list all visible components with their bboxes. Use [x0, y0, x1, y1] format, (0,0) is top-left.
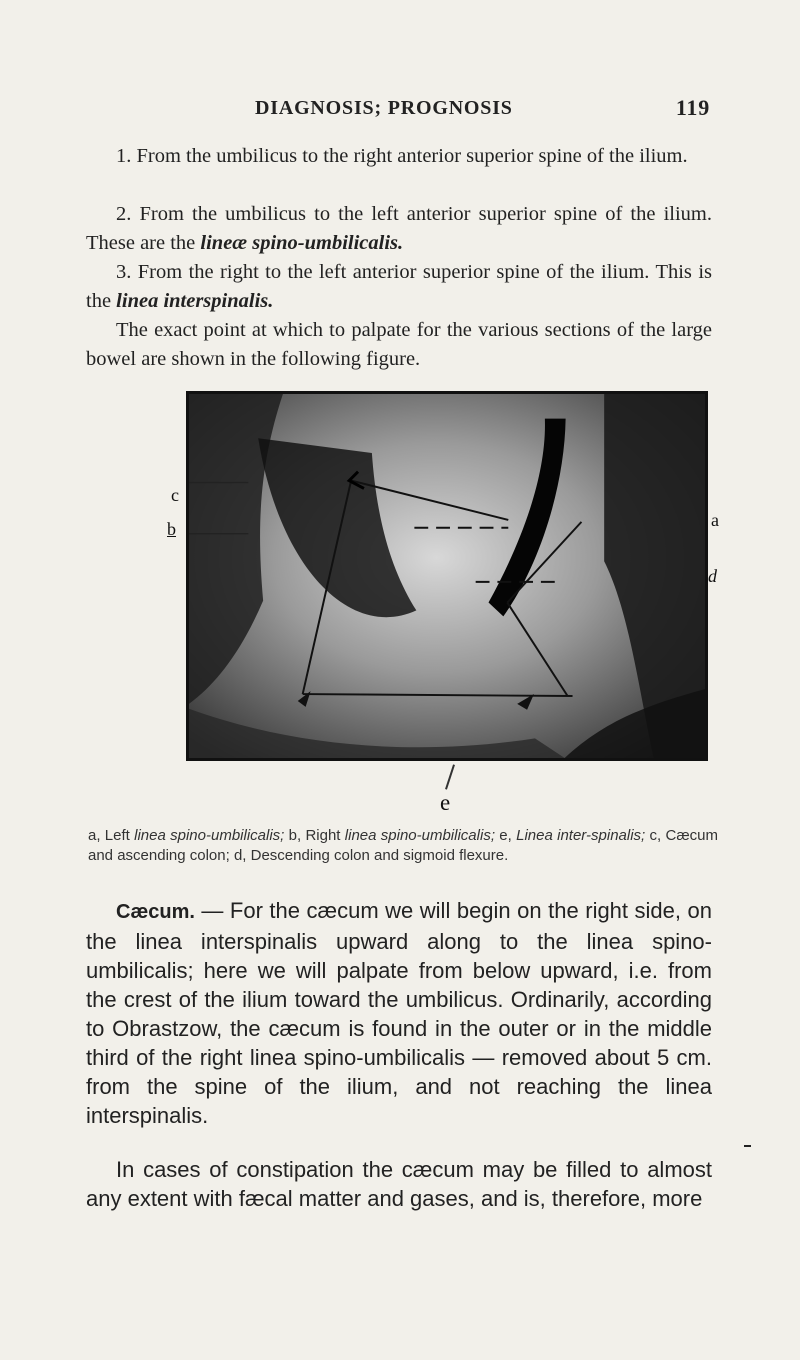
linea-interspinalis-term: linea interspinalis. [116, 290, 274, 312]
anatomical-figure [186, 391, 708, 761]
figure-label-c: c [171, 485, 179, 505]
caecum-paragraph-text: — For the cæcum we will begin on the right side, on the linea interspinalis upward along to the linea spino-umbilicalis; here we will palpate from below upward, i.e. from the crest of the ilium toward the umbilicus. Ordinarily, according to Obrastzow, the cæcum is found in the outer or in the middle third of the right linea spino-umbilicalis — removed about 5 cm. from the spine of the ilium, and not reaching the linea interspinalis. [86, 898, 712, 1128]
caption-e-prefix: e, [494, 827, 517, 844]
list-item-2 [86, 200, 712, 258]
abdomen-figure-svg [189, 394, 705, 758]
caption-cd-text: c, Cæcum and ascending colon; d, Descending colon and sigmoid flexure. [88, 827, 718, 864]
list-item-3-text: 3. From the right to the left anterior superior spine of the ilium. This is the [86, 261, 712, 312]
figure-label-b: b [167, 519, 176, 539]
caption-b-prefix: b, Right [284, 827, 345, 844]
figure-intro-paragraph [86, 316, 712, 374]
caption-e-term: Linea inter-spinalis; [516, 827, 646, 844]
figure-label-e: e [440, 790, 451, 815]
page-number: 119 [675, 95, 710, 120]
caption-b-term: linea spino-umbilicalis; [344, 827, 495, 844]
list-item-1-text: 1. From the umbilicus to the right anterior superior spine of the ilium. [116, 145, 688, 167]
figure-caption [88, 826, 718, 866]
figure-label-e-pointer [445, 764, 455, 789]
figure-label-d: d [708, 566, 717, 586]
constipation-paragraph [86, 1155, 712, 1213]
caption-a-term: linea spino-umbilicalis; [134, 827, 285, 844]
lineae-spino-umbilicalis-term: lineæ spino-umbilicalis. [200, 232, 404, 254]
figure-intro-text: The exact point at which to palpate for the various sections of the large bowel are shown in the following figure. [86, 319, 712, 370]
list-item-3 [86, 258, 712, 316]
figure-label-a: a [711, 510, 719, 530]
list-item-1 [86, 142, 712, 171]
margin-mark [744, 1145, 751, 1147]
caecum-section-title: Cæcum. [116, 901, 195, 923]
caecum-paragraph [86, 896, 712, 1130]
constipation-paragraph-text: In cases of constipation the cæcum may be filled to almost any extent with fæcal matter and gases, and is, therefore, more [86, 1157, 712, 1211]
list-item-2-text: 2. From the umbilicus to the left anterior superior spine of the ilium. These are the [86, 203, 712, 254]
caption-a-prefix: a, Left [88, 827, 135, 844]
running-head [255, 92, 710, 124]
chapter-title: DIAGNOSIS; PROGNOSIS [255, 96, 513, 119]
